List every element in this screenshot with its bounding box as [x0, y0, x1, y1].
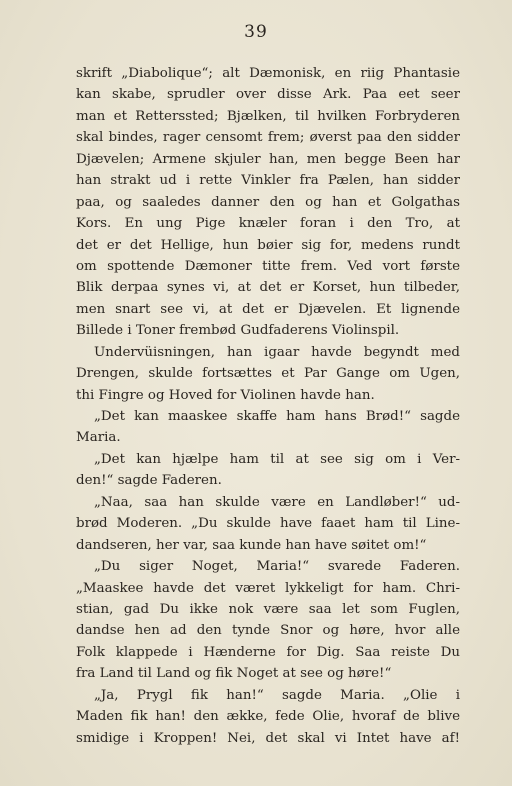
text-line: Djævelen; Armene skjuler han, men begge Been har: [76, 151, 460, 167]
text-line: skrift „Diabolique“; alt Dæmonisk, en riig Phantasie: [76, 66, 460, 81]
text-line: Drengen, skulde fortsættes et Par Gange om Ugen,: [76, 366, 460, 382]
text-line: det er det Hellige, hun bøier sig for, medens rundt: [76, 237, 460, 253]
text-line: kan skabe, sprudler over disse Ark. Paa eet seer: [76, 87, 460, 103]
text-line: stian, gad Du ikke nok være saa let som Fuglen,: [76, 601, 460, 617]
text-line: Kors. En ung Pige knæler foran i den Tro, at: [76, 216, 460, 232]
text-line: fra Land til Land og fik Noget at see og høre!“: [76, 666, 392, 682]
text-line: „Naa, saa han skulde være en Landløber!“ ud-: [94, 494, 460, 510]
text-line: Blik derpaa synes vi, at det er Korset, hun tilbeder,: [76, 280, 460, 296]
page-number: 39: [244, 22, 268, 42]
text-line: paa, og saaledes danner den og han et Golgathas: [76, 194, 460, 210]
text-line: den!“ sagde Faderen.: [76, 473, 222, 489]
text-line: „Du siger Noget, Maria!“ svarede Faderen.: [94, 559, 460, 575]
text-line: men snart see vi, at det er Djævelen. Et lignende: [76, 301, 460, 317]
page-body-text: [76, 63, 460, 749]
text-line: Folk klappede i Hænderne for Dig. Saa reiste Du: [76, 644, 460, 660]
text-line: Maden fik han! den ække, fede Olie, hvoraf de blive: [76, 709, 460, 725]
text-line: dandse hen ad den tynde Snor og høre, hvor alle: [76, 623, 460, 639]
text-line: thi Fingre og Hoved for Violinen havde han.: [76, 387, 375, 403]
text-line: „Ja, Prygl fik han!“ sagde Maria. „Olie i: [94, 687, 460, 703]
text-line: smidige i Kroppen! Nei, det skal vi Intet have af!: [76, 730, 460, 746]
text-line: Maria.: [76, 430, 121, 446]
text-line: Billede i Toner frembød Gudfaderens Violinspil.: [76, 323, 400, 339]
text-line: brød Moderen. „Du skulde have faaet ham til Line-: [76, 516, 460, 532]
text-line: han strakt ud i rette Vinkler fra Pælen, han sidder: [76, 173, 460, 189]
text-line: man et Retterssted; Bjælken, til hvilken Forbryderen: [76, 108, 460, 124]
text-line: „Det kan maaskee skaffe ham hans Brød!“ sagde: [94, 409, 460, 424]
text-line: Undervüisningen, han igaar havde begyndt med: [94, 344, 460, 360]
text-line: skal bindes, rager censomt frem; øverst paa den sidder: [76, 130, 460, 146]
text-line: „Maaskee havde det været lykkeligt for ham. Chri-: [76, 580, 460, 596]
text-line: dandseren, her var, saa kunde han have søitet om!“: [76, 537, 427, 553]
text-line: om spottende Dæmoner titte frem. Ved vort første: [76, 258, 460, 274]
text-line: „Det kan hjælpe ham til at see sig om i Ver-: [94, 451, 460, 467]
